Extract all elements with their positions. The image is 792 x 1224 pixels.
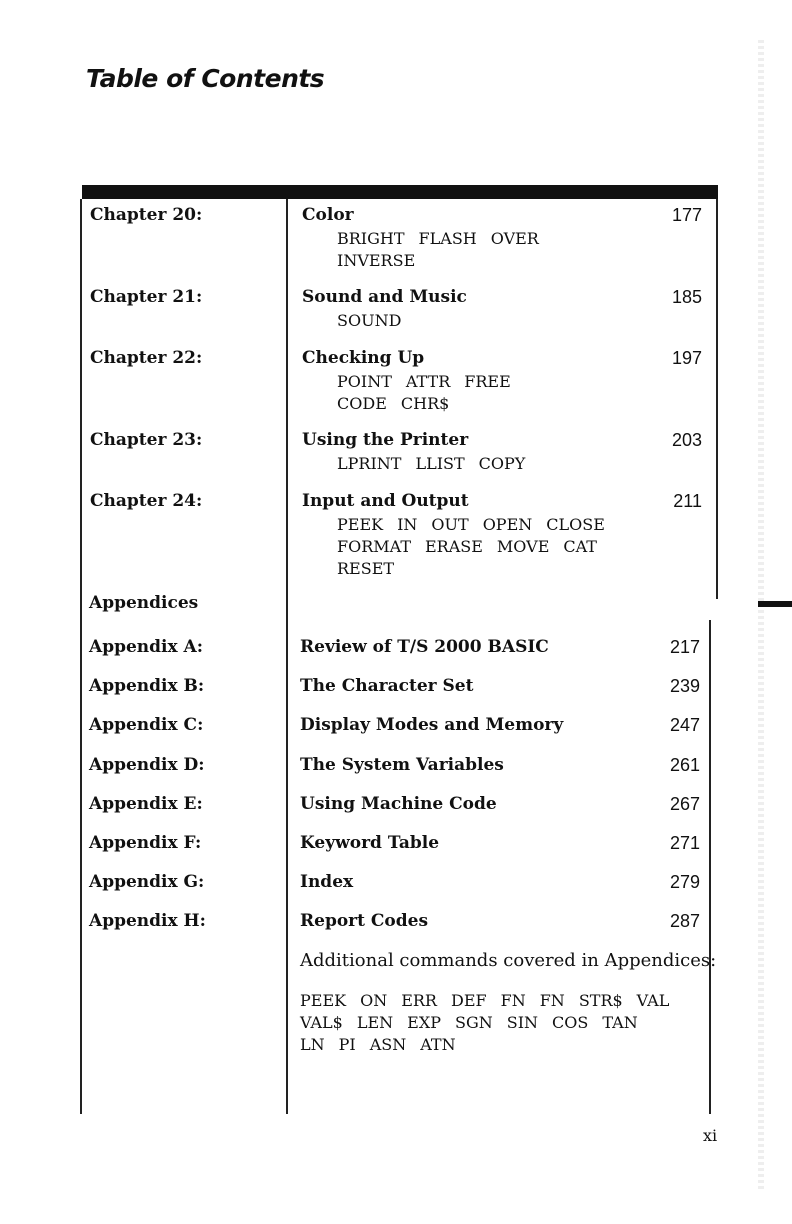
keyword-line (337, 393, 525, 415)
right-column-rule-lower (709, 620, 711, 1114)
chapter-keywords (337, 371, 525, 415)
appendix-title: The System Variables (300, 755, 504, 775)
keyword: POINT (337, 372, 392, 391)
keyword: MOVE (496, 537, 550, 556)
top-rule (82, 185, 718, 199)
keyword-line (337, 228, 553, 250)
keyword: SOUND (337, 311, 402, 330)
keyword: VAL (636, 991, 670, 1010)
appendix-page-number: 247 (669, 715, 700, 735)
chapter-label: Chapter 21: (90, 287, 203, 307)
keyword: LN (300, 1035, 325, 1054)
keyword-line (337, 250, 553, 272)
keyword: PEEK (337, 515, 384, 534)
chapter-title: Checking Up (302, 348, 425, 368)
appendix-label: Appendix A: (89, 637, 204, 657)
keyword: IN (397, 515, 418, 534)
appendix-title: Report Codes (300, 911, 429, 931)
appendix-page-number: 267 (669, 794, 700, 814)
appendix-label: Appendix B: (89, 676, 205, 696)
appendix-title: Display Modes and Memory (300, 715, 564, 735)
appendix-label: Appendix C: (89, 715, 204, 735)
keyword-line (300, 1034, 683, 1056)
chapter-keywords (337, 514, 619, 580)
keyword: PEEK (300, 991, 347, 1010)
keyword: COPY (478, 454, 526, 473)
center-column-rule (286, 199, 288, 1114)
chapter-page-number: 177 (671, 205, 702, 225)
section-thumb-tab (758, 601, 792, 607)
appendix-title: Index (300, 872, 354, 892)
appendix-title: Keyword Table (300, 833, 440, 853)
chapter-page-number: 211 (673, 491, 702, 511)
chapter-label: Chapter 22: (90, 348, 203, 368)
keyword: LPRINT (337, 454, 402, 473)
chapter-label: Chapter 24: (90, 491, 203, 511)
keyword-line (337, 558, 619, 580)
keyword: PI (338, 1035, 356, 1054)
keyword-line (337, 514, 619, 536)
keyword: COS (552, 1013, 589, 1032)
appendix-page-number: 217 (669, 637, 700, 657)
additional-commands-note: Additional commands covered in Appendices: (300, 950, 717, 971)
chapter-label: Chapter 20: (90, 205, 203, 225)
keyword: BRIGHT (337, 229, 405, 248)
appendix-label: Appendix G: (89, 872, 205, 892)
keyword: ERR (401, 991, 437, 1010)
keyword-line (337, 310, 415, 332)
keyword: TAN (602, 1013, 638, 1032)
keyword: CLOSE (546, 515, 605, 534)
chapter-label: Chapter 23: (90, 430, 203, 450)
keyword: EXP (407, 1013, 441, 1032)
keyword: ATTR (405, 372, 451, 391)
keyword: DEF (450, 991, 487, 1010)
keyword: OUT (431, 515, 469, 534)
keyword: ON (360, 991, 388, 1010)
appendix-page-number: 279 (669, 872, 700, 892)
keyword: ERASE (425, 537, 483, 556)
keyword: VAL$ (300, 1013, 343, 1032)
left-column-rule (80, 199, 82, 1114)
keyword: LEN (356, 1013, 394, 1032)
keyword: FLASH (418, 229, 477, 248)
right-column-rule (716, 199, 718, 599)
appendix-label: Appendix H: (89, 911, 206, 931)
chapter-keywords (337, 453, 539, 475)
keyword: CAT (563, 537, 597, 556)
keyword-line (300, 1012, 683, 1034)
keyword: CHR$ (400, 394, 450, 413)
chapter-page-number: 185 (671, 287, 702, 307)
appendix-page-number: 287 (669, 911, 700, 931)
keyword: FN (539, 991, 565, 1010)
page-edge (758, 40, 764, 1190)
keyword: STR$ (578, 991, 623, 1010)
keyword: OPEN (482, 515, 533, 534)
appendix-title: The Character Set (300, 676, 474, 696)
keyword: CODE (337, 394, 387, 413)
appendix-label: Appendix F: (89, 833, 202, 853)
appendix-title: Review of T/S 2000 BASIC (300, 637, 549, 657)
keyword-line (300, 990, 683, 1012)
appendix-page-number: 239 (669, 676, 700, 696)
chapter-keywords (337, 228, 553, 272)
appendix-page-number: 261 (669, 755, 700, 775)
keyword: RESET (337, 559, 395, 578)
keyword: INVERSE (337, 251, 416, 270)
keyword-line (337, 371, 525, 393)
chapter-page-number: 203 (671, 430, 702, 450)
chapter-keywords (337, 310, 415, 332)
appendices-heading: Appendices (89, 593, 199, 613)
keyword-line (337, 536, 619, 558)
keyword: SIN (506, 1013, 539, 1032)
page-title: Table of Contents (86, 64, 325, 93)
keyword: LLIST (415, 454, 465, 473)
appendix-page-number: 271 (669, 833, 700, 853)
appendix-label: Appendix D: (89, 755, 205, 775)
keyword: FREE (464, 372, 511, 391)
appendix-label: Appendix E: (89, 794, 203, 814)
keyword: SGN (454, 1013, 493, 1032)
keyword: FN (500, 991, 526, 1010)
keyword: ATN (420, 1035, 456, 1054)
additional-commands-list (300, 990, 683, 1056)
chapter-page-number: 197 (671, 348, 702, 368)
chapter-title: Color (302, 205, 354, 225)
page-number: xi (703, 1126, 718, 1145)
keyword: OVER (490, 229, 539, 248)
chapter-title: Sound and Music (302, 287, 467, 307)
chapter-title: Using the Printer (302, 430, 469, 450)
keyword: FORMAT (337, 537, 411, 556)
chapter-title: Input and Output (302, 491, 469, 511)
keyword: ASN (369, 1035, 407, 1054)
appendix-title: Using Machine Code (300, 794, 497, 814)
keyword-line (337, 453, 539, 475)
